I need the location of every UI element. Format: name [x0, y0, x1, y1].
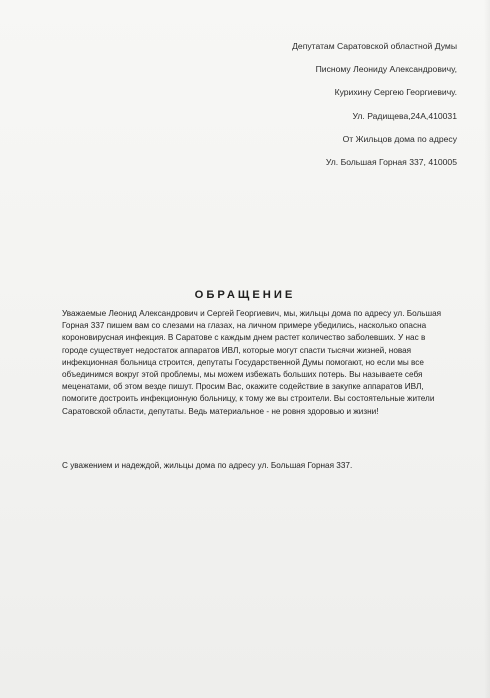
addressee-line-recipient-address: Ул. Радищева,24А,410031: [352, 110, 457, 121]
addressee-line-sender: От Жильцов дома по адресу: [342, 133, 457, 144]
letter-body: [62, 308, 450, 418]
body-line: инфекционная больница строится, депутаты Государственной Думы помогают, но если мы все: [62, 357, 424, 367]
addressee-line-second-deputy: Курихину Сергею Георгиевичу.: [334, 87, 457, 98]
body-line: объединимся вокруг этой проблемы, мы можем избежать больших потерь. Вы называете себя: [62, 370, 423, 380]
body-line: меценатами, об этом везде пишут. Просим Вас, окажите содействие в закупке аппаратов ИВЛ,: [62, 382, 424, 392]
addressee-line-first-deputy: Писному Леониду Александровичу,: [315, 64, 457, 75]
addressee-line-recipients: Депутатам Саратовской областной Думы: [292, 41, 457, 51]
body-line: Горная 337 пишем вам со слезами на глазах, на личном примере убедились, насколько опасна: [62, 321, 427, 331]
body-line: Уважаемые Леонид Александрович и Сергей Георгиевич, мы, жильцы дома по адресу ул. Большая: [62, 309, 442, 318]
letter-title: ОБРАЩЕНИЕ: [194, 289, 296, 301]
page-edge-shadow: [484, 0, 490, 698]
body-line: Саратовской области, депутаты. Ведь материальное - не ровня здоровью и жизни!: [62, 406, 379, 416]
letter-closing: С уважением и надеждой, жильцы дома по адресу ул. Большая Горная 337.: [62, 461, 353, 470]
addressee-line-sender-address: Ул. Большая Горная 337, 410005: [325, 156, 457, 167]
body-line: помогите достроить инфекционную больницу, к тому же вы строители. Вы состоятельные жители: [62, 394, 435, 404]
body-line: короновирусная инфекция. В Саратове с каждым днем растет количество заболевших. У нас в: [62, 333, 426, 343]
body-line: городе существует недостаток аппаратов ИВЛ, которые могут спасти тысячи жизней, новая: [62, 345, 412, 355]
addressee-block: [197, 40, 457, 179]
